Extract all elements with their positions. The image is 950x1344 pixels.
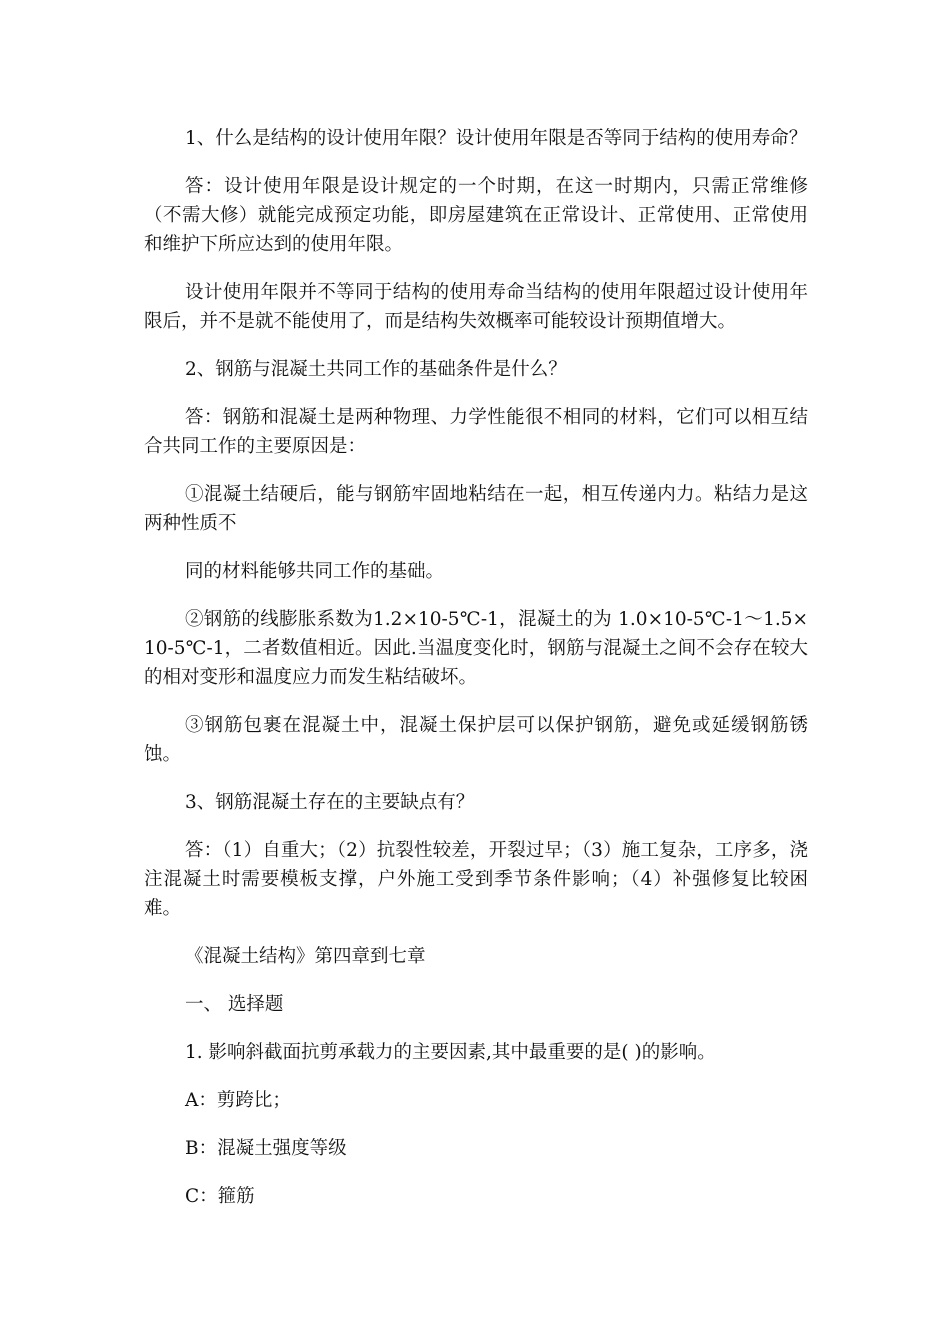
- choice-question-1: 1. 影响斜截面抗剪承载力的主要因素,其中最重要的是( )的影响。: [185, 1042, 716, 1063]
- section-heading: 一、 选择题: [185, 994, 284, 1015]
- answer-1-continued: 设计使用年限并不等同于结构的使用寿命当结构的使用年限超过设计使用年限后，并不是就不能使用了，而是结构失效概率可能较设计预期值增大。: [144, 282, 808, 332]
- answer-1: 答：设计使用年限是设计规定的一个时期，在这一时期内，只需正常维修（不需大修）就能完成预定功能，即房屋建筑在正常设计、正常使用、正常使用和维护下所应达到的使用年限。: [144, 176, 808, 255]
- answer-2-point-1: ①混凝土结硬后，能与钢筋牢固地粘结在一起，相互传递内力。粘结力是这两种性质不: [144, 484, 808, 534]
- answer-3: 答：（1）自重大；（2）抗裂性较差，开裂过早；（3）施工复杂，工序多，浇注混凝土时需要模板支撑，户外施工受到季节条件影响；（4）补强修复比较困难。: [144, 840, 808, 919]
- document-body: [144, 124, 808, 1230]
- question-3: 3、钢筋混凝土存在的主要缺点有？: [185, 792, 475, 813]
- option-b: B：混凝土强度等级: [185, 1138, 347, 1159]
- chapter-heading: 《混凝土结构》第四章到七章: [185, 946, 426, 967]
- answer-2-point-3: ③钢筋包裹在混凝土中，混凝土保护层可以保护钢筋，避免或延缓钢筋锈蚀。: [144, 715, 808, 765]
- answer-2-point-1-continued: 同的材料能够共同工作的基础。: [185, 561, 445, 582]
- question-2: 2、钢筋与混凝土共同工作的基础条件是什么？: [185, 359, 567, 380]
- question-1: 1、什么是结构的设计使用年限？设计使用年限是否等同于结构的使用寿命？: [185, 128, 808, 149]
- option-a: A：剪跨比；: [185, 1090, 291, 1111]
- option-c: C：箍筋: [185, 1186, 255, 1207]
- answer-2: 答：钢筋和混凝土是两种物理、力学性能很不相同的材料，它们可以相互结合共同工作的主要原因是：: [144, 407, 808, 457]
- answer-2-point-2: ②钢筋的线膨胀系数为1.2×10-5℃-1，混凝土的为 1.0×10-5℃-1～1.5×10-5℃-1，二者数值相近。因此.当温度变化时，钢筋与混凝土之间不会存在较大的相对变形和温度应力而发生粘结破坏。: [144, 609, 808, 688]
